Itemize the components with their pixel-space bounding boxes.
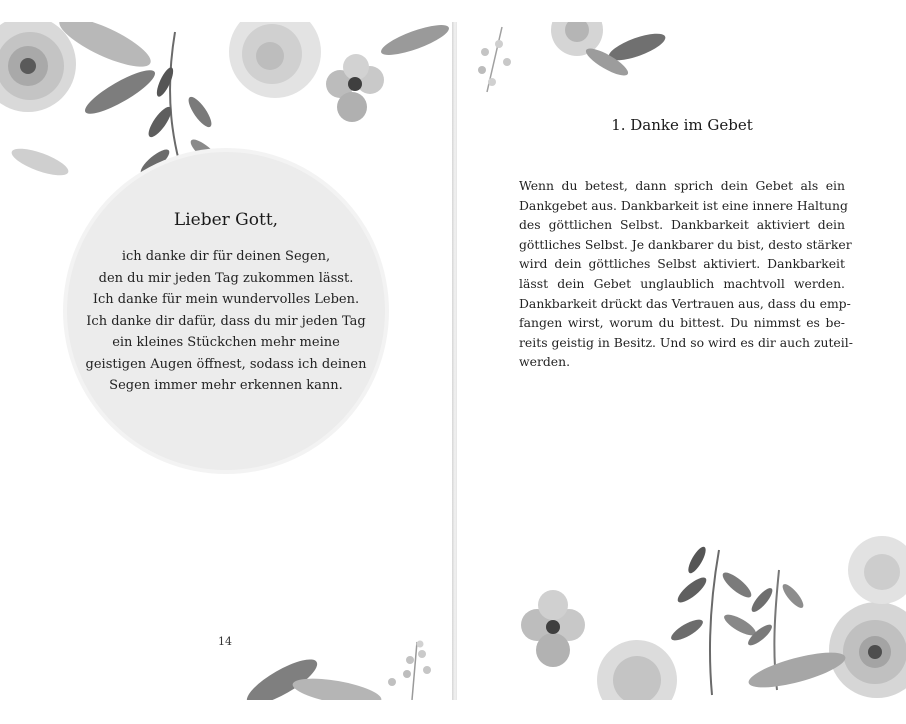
- prayer-line: geistigen Augen öffnest, sodass ich deinen: [85, 356, 367, 372]
- anemone-flower-icon: [326, 54, 384, 122]
- book-spread: [0, 22, 906, 700]
- body-line: des göttlichen Selbst. Dankbarkeit aktiviert dein: [519, 217, 845, 233]
- prayer-line: Segen immer mehr erkennen kann.: [109, 378, 343, 393]
- body-line: göttliches Selbst. Je dankbarer du bist, desto stärker: [519, 236, 852, 252]
- body-line: Dankbarkeit drückt das Vertrauen aus, dass du emp-: [519, 295, 851, 311]
- leaf-branch-icon: [378, 22, 452, 61]
- body-line: werden.: [519, 354, 571, 370]
- prayer-title: Lieber Gott,: [173, 210, 279, 230]
- leaf-branch-icon: [746, 645, 849, 694]
- body-line: fangen wirst, worum du bittest. Du nimmst es be-: [519, 315, 845, 331]
- left-page: [0, 22, 452, 700]
- watercolor-rose-icon: [229, 22, 321, 98]
- floral-bottom-right-decoration: [457, 530, 906, 700]
- body-line: wird dein göttliches Selbst aktiviert. Dankbarkeit: [519, 256, 845, 272]
- chapter-title: 1. Danke im Gebet: [611, 116, 753, 134]
- body-line: Dankgebet aus. Dankbarkeit ist eine innere Haltung: [519, 197, 848, 213]
- prayer-text: [70, 246, 382, 397]
- prayer-line: Ich danke dir dafür, dass du mir jeden Tag: [86, 313, 366, 329]
- body-line: reits geistig in Besitz. Und so wird es dir auch zuteil-: [519, 334, 853, 350]
- watercolor-rose-icon: [848, 536, 906, 604]
- floral-top-right-decoration: [457, 22, 906, 112]
- leaf-branch-icon: [242, 652, 383, 700]
- prayer-line: ich danke dir für deinen Segen,: [121, 249, 331, 264]
- berry-sprig-icon: [388, 641, 431, 701]
- prayer-line: Ich danke für mein wundervolles Leben.: [92, 292, 360, 307]
- watercolor-rose-icon: [0, 22, 76, 112]
- anemone-flower-icon: [521, 590, 585, 667]
- prayer-line: den du mir jeden Tag zukommen lässt.: [98, 270, 354, 286]
- berry-sprig-icon: [478, 27, 511, 92]
- floral-bottom-left-decoration: [242, 622, 452, 700]
- prayer-line: ein kleines Stückchen mehr meine: [112, 335, 340, 350]
- chapter-text: [519, 176, 853, 372]
- body-line: Wenn du betest, dann sprich dein Gebet als ein: [519, 178, 845, 193]
- body-line: lässt dein Gebet unglaublich machtvoll werden.: [519, 275, 845, 291]
- page-number: 14: [218, 635, 232, 648]
- leaf-branch-icon: [668, 545, 758, 695]
- watercolor-rose-icon: [829, 602, 906, 698]
- watercolor-rose-icon: [597, 640, 677, 700]
